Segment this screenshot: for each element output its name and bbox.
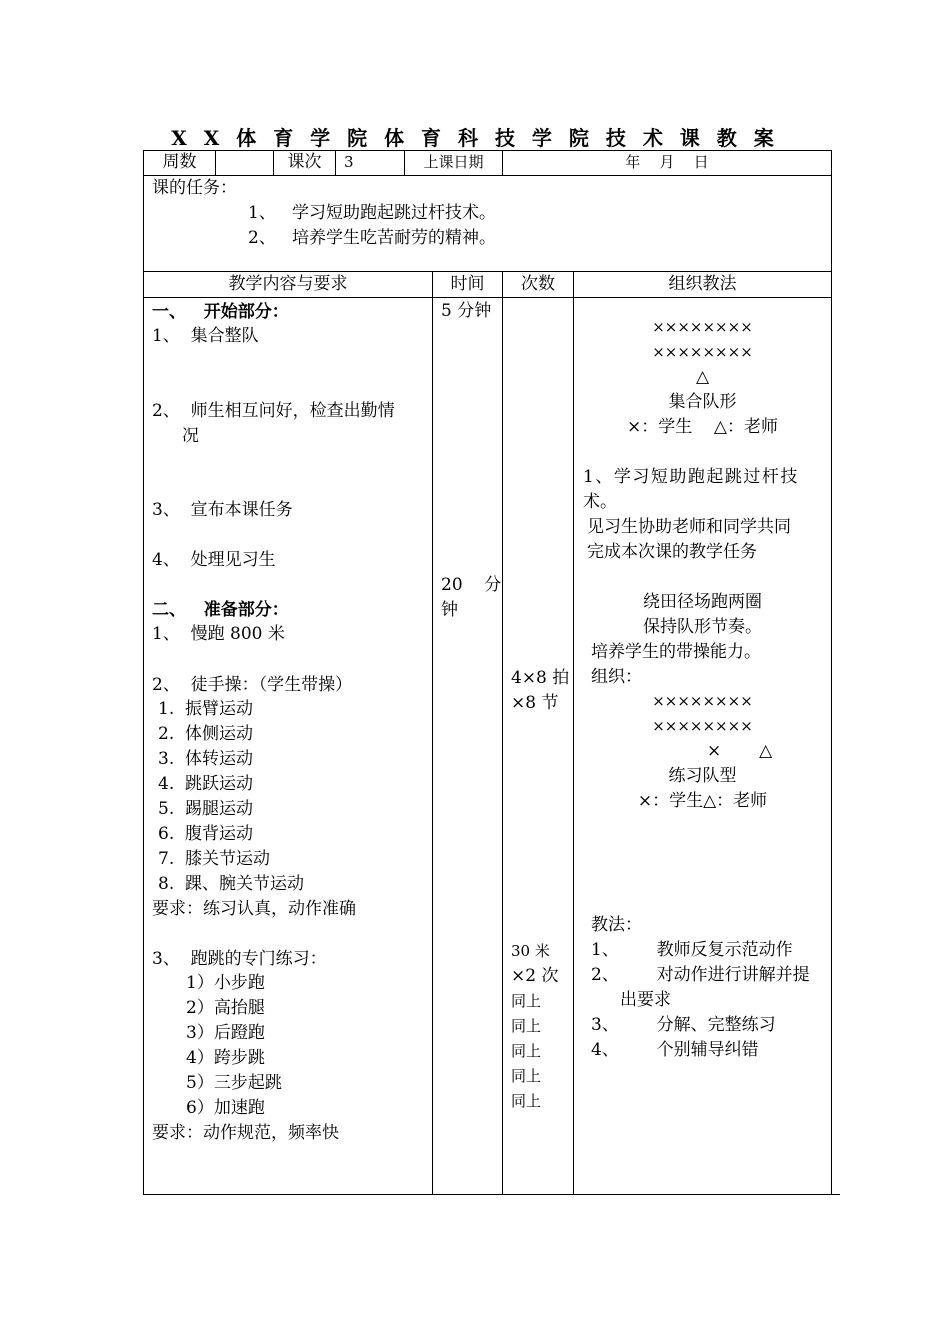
table-border-left xyxy=(143,150,144,1195)
part1-heading: 一、 开始部分： xyxy=(152,302,289,322)
column-header-method: 组织教法 xyxy=(668,274,737,294)
method-text: 见习生协助老师和同学共同 xyxy=(587,517,791,537)
exercise-item: 1. 振臂运动 xyxy=(158,699,254,719)
count-same: 同上 xyxy=(511,992,542,1010)
table-row-divider xyxy=(143,175,832,176)
drill-item: 4）跨步跳 xyxy=(186,1048,265,1068)
exercise-item: 6. 腹背运动 xyxy=(158,824,254,844)
task-item: 2、 培养学生吃苦耐劳的精神。 xyxy=(248,228,497,248)
column-divider xyxy=(502,271,503,1195)
time-value: 20 分 xyxy=(441,575,502,595)
drill-item: 6）加速跑 xyxy=(186,1098,265,1118)
exercise-item: 4. 跳跃运动 xyxy=(158,774,254,794)
count-same: 同上 xyxy=(511,1042,542,1060)
count-value: ×8 节 xyxy=(511,693,559,713)
drill-item: 2）高抬腿 xyxy=(186,998,265,1018)
column-header-content: 教学内容与要求 xyxy=(228,274,348,294)
method-text: 完成本次课的教学任务 xyxy=(587,542,757,562)
practice-row: ×××××××× xyxy=(652,692,753,710)
teacher-triangle-icon: △ xyxy=(695,367,710,387)
table-row-divider xyxy=(143,297,832,298)
header-divider xyxy=(215,150,216,175)
content-item: 3、 宣布本课任务 xyxy=(152,500,293,520)
column-header-count: 次数 xyxy=(521,274,555,294)
drill-item: 1）小步跑 xyxy=(186,973,265,993)
column-header-time: 时间 xyxy=(450,274,485,294)
teaching-method: 2、 对动作进行讲解并提 xyxy=(591,965,810,985)
task-label: 课的任务： xyxy=(152,178,237,198)
exercise-item: 8. 踝、腕关节运动 xyxy=(158,874,305,894)
practice-row: × △ xyxy=(707,741,773,761)
teaching-method: 3、 分解、完整练习 xyxy=(591,1015,776,1035)
time-value: 钟 xyxy=(441,600,458,620)
practice-legend: ×：学生△：老师 xyxy=(637,791,768,811)
exercise-item: 3. 体转运动 xyxy=(158,749,254,769)
practice-label: 练习队型 xyxy=(668,766,737,786)
count-same: 同上 xyxy=(511,1092,542,1110)
task-item: 1、 学习短助跑起跳过杆技术。 xyxy=(248,203,497,223)
count-value: ×2 次 xyxy=(511,966,559,986)
content-item: 2、 徒手操：（学生带操） xyxy=(152,675,353,695)
content-item: 2、 师生相互问好，检查出勤情 xyxy=(152,401,395,421)
exercise-item: 2. 体侧运动 xyxy=(158,724,254,744)
content-item: 1、 集合整队 xyxy=(152,326,259,346)
table-border-bottom xyxy=(143,1194,840,1195)
page-title: X X 体 育 学 院 体 育 科 技 学 院 技 术 课 教 案 xyxy=(171,126,779,150)
teaching-method: 1、 教师反复示范动作 xyxy=(591,940,793,960)
content-item: 况 xyxy=(182,426,199,446)
column-divider xyxy=(432,271,433,1195)
org-label: 组织： xyxy=(591,667,642,687)
count-value: 4×8 拍 xyxy=(511,668,570,688)
method-text: 绕田径场跑两圈 xyxy=(643,592,762,612)
time-value: 5 分钟 xyxy=(441,301,492,321)
formation-legend: ×：学生 △：老师 xyxy=(627,417,778,437)
formation-row: ×××××××× xyxy=(652,318,753,336)
practice-row: ×××××××× xyxy=(652,717,753,735)
requirement: 要求：练习认真，动作准确 xyxy=(152,899,356,919)
content-item: 1、 慢跑 800 米 xyxy=(152,624,285,644)
header-divider xyxy=(335,150,336,175)
method-text: 1、学习短助跑起跳过杆技 xyxy=(583,467,799,487)
count-same: 同上 xyxy=(511,1067,542,1085)
lesson-label: 课次 xyxy=(287,152,322,172)
content-item: 4、 处理见习生 xyxy=(152,550,276,570)
exercise-item: 5. 踢腿运动 xyxy=(158,799,254,819)
method-text: 培养学生的带操能力。 xyxy=(591,642,761,662)
date-value: 年 月 日 xyxy=(625,153,709,171)
formation-label: 集合队形 xyxy=(668,392,737,412)
count-same: 同上 xyxy=(511,1017,542,1035)
lesson-value: 3 xyxy=(344,153,354,171)
week-label: 周数 xyxy=(162,152,197,172)
table-border-right xyxy=(831,150,832,1195)
part2-heading: 二、 准备部分： xyxy=(152,600,289,620)
teaching-label: 教法： xyxy=(591,915,642,935)
drill-item: 3）后蹬跑 xyxy=(186,1023,265,1043)
date-label: 上课日期 xyxy=(423,153,484,171)
exercise-item: 7. 膝关节运动 xyxy=(158,849,271,869)
method-text: 保持队形节奏。 xyxy=(643,617,762,637)
teaching-method: 4、 个别辅导纠错 xyxy=(591,1040,759,1060)
content-item: 3、 跑跳的专门练习： xyxy=(152,949,327,969)
teaching-method: 出要求 xyxy=(620,990,671,1010)
count-value: 30 米 xyxy=(511,942,550,960)
method-text: 术。 xyxy=(583,492,617,512)
requirement: 要求：动作规范，频率快 xyxy=(152,1123,339,1143)
drill-item: 5）三步起跳 xyxy=(186,1073,282,1093)
formation-row: ×××××××× xyxy=(652,343,753,361)
